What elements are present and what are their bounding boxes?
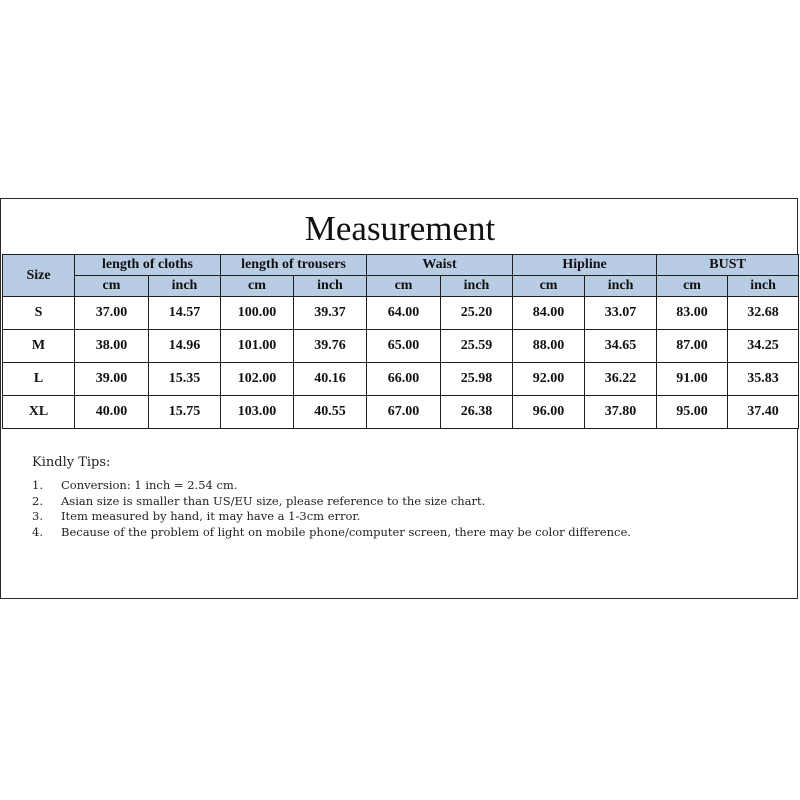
table-cell: 34.65 [585,330,657,363]
header-unit-row [3,276,799,297]
table-row [3,396,799,429]
table-cell: 34.25 [728,330,799,363]
list-item [32,494,772,510]
table-cell: 33.07 [585,297,657,330]
table-cell: 95.00 [657,396,728,429]
table-cell: 14.57 [149,297,221,330]
list-item [32,509,772,525]
unit-header: inch [585,276,657,297]
table-cell: 64.00 [367,297,441,330]
table-row [3,297,799,330]
tip-text: Because of the problem of light on mobile phone/computer screen, there may be color difference. [61,524,631,539]
table-cell: 91.00 [657,363,728,396]
size-column-header: Size [3,255,75,297]
unit-header: inch [149,276,221,297]
table-cell: 88.00 [513,330,585,363]
table-cell: 39.37 [294,297,367,330]
tip-text: Item measured by hand, it may have a 1-3cm error. [61,509,361,523]
tip-number: 2. [32,493,43,508]
group-header-hipline: Hipline [513,255,657,276]
table-cell: 38.00 [75,330,149,363]
group-header-length-of-cloths: length of cloths [75,255,221,276]
header-group-row [3,255,799,276]
group-header-waist: Waist [367,255,513,276]
size-cell: XL [3,396,75,429]
table-cell: 87.00 [657,330,728,363]
size-chart-table [2,254,799,429]
size-cell: L [3,363,75,396]
table-cell: 15.35 [149,363,221,396]
table-cell: 14.96 [149,330,221,363]
table-cell: 40.55 [294,396,367,429]
tip-text: Conversion: 1 inch = 2.54 cm. [61,478,238,492]
table-cell: 15.75 [149,396,221,429]
table-cell: 66.00 [367,363,441,396]
table-cell: 40.16 [294,363,367,396]
table-cell: 25.59 [441,330,513,363]
page-title: Measurement [304,209,496,248]
tip-number: 4. [32,524,43,539]
unit-header: inch [728,276,799,297]
table-cell: 37.40 [728,396,799,429]
unit-header: cm [367,276,441,297]
tip-number: 1. [32,478,43,492]
table-cell: 102.00 [221,363,294,396]
size-cell: S [3,297,75,330]
group-header-bust: BUST [657,255,799,276]
list-item [32,525,772,541]
table-row [3,330,799,363]
group-header-length-of-trousers: length of trousers [221,255,367,276]
table-cell: 37.80 [585,396,657,429]
size-cell: M [3,330,75,363]
table-cell: 35.83 [728,363,799,396]
tips-title: Kindly Tips: [32,455,111,470]
table-row [3,363,799,396]
tips-list [32,478,772,540]
unit-header: cm [513,276,585,297]
table-cell: 32.68 [728,297,799,330]
table-cell: 96.00 [513,396,585,429]
table-cell: 67.00 [367,396,441,429]
table-cell: 92.00 [513,363,585,396]
table-cell: 84.00 [513,297,585,330]
table-cell: 36.22 [585,363,657,396]
table-cell: 40.00 [75,396,149,429]
unit-header: cm [221,276,294,297]
table-cell: 25.98 [441,363,513,396]
table-cell: 39.76 [294,330,367,363]
table-cell: 101.00 [221,330,294,363]
unit-header: cm [657,276,728,297]
table-cell: 83.00 [657,297,728,330]
measurement-panel [0,198,798,599]
list-item [32,478,772,494]
tip-text: Asian size is smaller than US/EU size, please reference to the size chart. [61,493,486,508]
table-cell: 37.00 [75,297,149,330]
table-cell: 26.38 [441,396,513,429]
table-cell: 65.00 [367,330,441,363]
table-cell: 39.00 [75,363,149,396]
table-cell: 100.00 [221,297,294,330]
unit-header: inch [294,276,367,297]
table-cell: 103.00 [221,396,294,429]
unit-header: cm [75,276,149,297]
table-cell: 25.20 [441,297,513,330]
kindly-tips [32,455,772,540]
unit-header: inch [441,276,513,297]
tip-number: 3. [32,509,43,523]
